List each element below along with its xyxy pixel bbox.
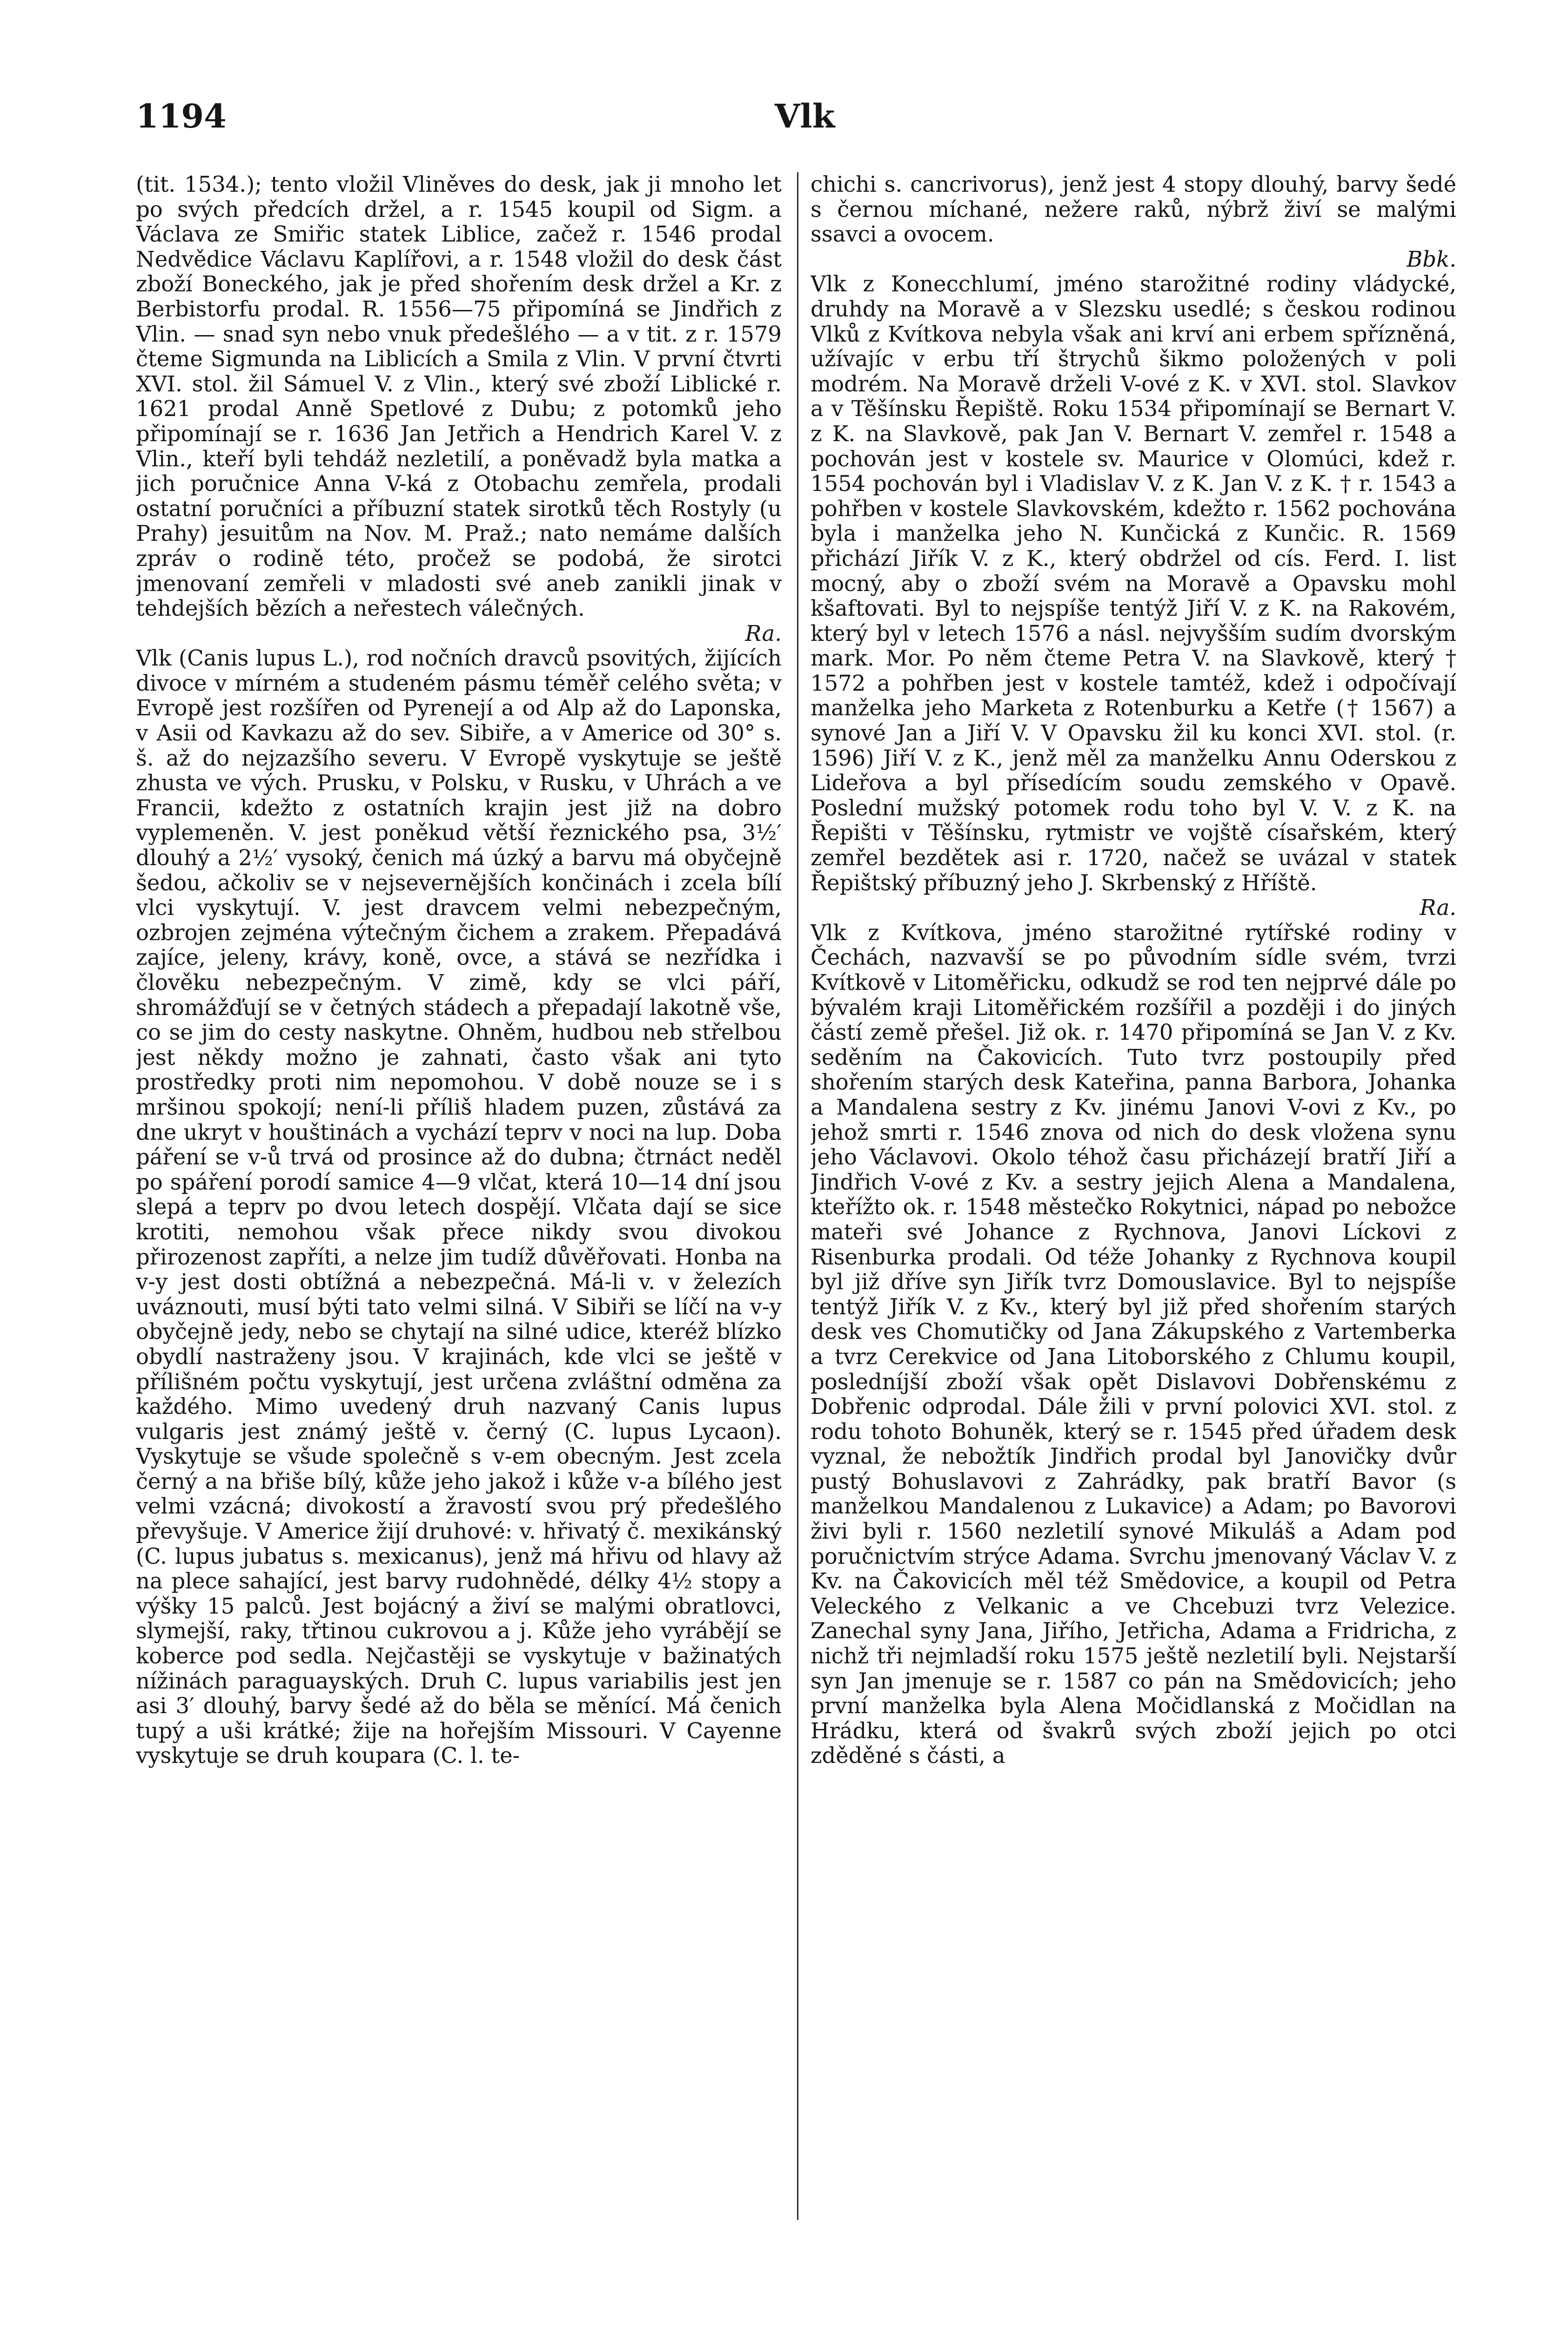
column-divider bbox=[797, 172, 798, 2220]
page-number: 1194 bbox=[136, 97, 227, 135]
running-head: Vlk bbox=[775, 97, 835, 135]
left-column bbox=[136, 172, 782, 2220]
right-column bbox=[811, 172, 1456, 2220]
entry-paragraph: Vlk z Konecchlumí, jméno starožitné rodiny vládycké, druhdy na Moravě a v Slezsku usedlé; s českou rodinou Vlků z Kvítkova nebyla však ani krví ani erbem spřízněná, užívajíc v erbu tří štrychů šikmo položených v poli modrém. Na Moravě drželi V-ové z K. v XVI. stol. Slavkov a v Těšínsku Řepiště. Roku 1534 připomínají se Bernart V. z K. na Slavkově, pak Jan V. Bernart V. zemřel r. 1548 a pochován jest v kostele sv. Maurice v Olomúci, kdež r. 1554 pochován byl i Vladislav V. z K. Jan V. z K. † r. 1543 a pohřben v kostele Slavkovském, kdežto r. 1562 pochována byla i manželka jeho N. Kunčická z Kunčic. R. 1569 přichází Jiřík V. z K., který obdržel od cís. Ferd. I. list mocný, aby o zboží svém na Moravě a Opavsku mohl kšaftovati. Byl to nejspíše tentýž Jiří V. z K. na Rakovém, který byl v letech 1576 a násl. nejvyšším sudím dvorským mark. Mor. Po něm čteme Petra V. na Slavkově, který † 1572 a pohřben jest v kostele tamtéž, kdež i odpočívají manželka jeho Marketa z Rotenburku a Ketře († 1567) a synové Jan a Jiří V. V Opavsku žil ku konci XVI. stol. (r. 1596) Jiří V. z K., jenž měl za manželku Annu Oderskou z Lideřova a byl přísedícím soudu zemského v Opavě. Poslední mužský potomek rodu toho byl V. V. z K. na Řepišti v Těšínsku, rytmistr ve vojště císařském, který zemřel bezdětek asi r. 1720, načež se uvázal v statek Řepištský příbuzný jeho J. Skrbenský z Hříště. bbox=[811, 271, 1456, 895]
author-signature: Ra. bbox=[745, 620, 782, 646]
entry-paragraph: (tit. 1534.); tento vložil Vliněves do desk, jak ji mnoho let po svých předcích držel, a r. 1545 koupil od Sigm. a Václava ze Smiřic statek Liblice, začež r. 1546 prodal Nedvědice Václavu Kaplířovi, a r. 1548 vložil do desk část zboží Boneckého, jak je před shořením desk držel a Kr. z Berbistorfu prodal. R. 1556—75 připomíná se Jindřich z Vlin. — snad syn nebo vnuk předešlého — a v tit. z r. 1579 čteme Sigmunda na Liblicích a Smila z Vlin. V první čtvrti XVI. stol. žil Sámuel V. z Vlin., který své zboží Liblické r. 1621 prodal Anně Spetlové z Dubu; z potomků jeho připomínají se r. 1636 Jan Jetřich a Hendrich Karel V. z Vlin., kteří byli tehdáž nezletilí, a poněvadž byla matka a jich poručnice Anna V-ká z Otobachu zemřela, prodali ostatní poručníci a příbuzní statek sirotků těch Rostyly (u Prahy) jesuitům na Nov. M. Praž.; nato nemáme dalších zpráv o rodině této, pročež se podobá, že sirotci jmenovaní zemřeli v mladosti své aneb zanikli jinak v tehdejších bězích a neřestech válečných. bbox=[136, 172, 782, 621]
author-signature: Bbk. bbox=[1407, 246, 1456, 272]
entry-paragraph: chichi s. cancrivorus), jenž jest 4 stopy dlouhý, barvy šedé s černou míchané, nežere raků, nýbrž živí se malými ssavci a ovocem. bbox=[811, 172, 1456, 247]
entry-paragraph: Vlk (Canis lupus L.), rod nočních dravců psovitých, žijících divoce v mírném a studeném pásmu téměř celého světa; v Evropě jest rozšířen od Pyrenejí a od Alp až do Laponska, v Asii od Kavkazu až do sev. Sibiře, a v Americe od 30° s. š. až do nejzazšího severu. V Evropě vyskytuje se ještě zhusta ve vých. Prusku, v Polsku, v Rusku, v Uhrách a ve Francii, kdežto z ostatních krajin jest již na dobro vyplemeněn. V. jest poněkud větší řeznického psa, 3½′ dlouhý a 2½′ vysoký, čenich má úzký a barvu má obyčejně šedou, ačkoliv se v nejsevernějších končinách i zcela bílí vlci vyskytují. V. jest dravcem velmi nebezpečným, ozbrojen zejména výtečným čichem a zrakem. Přepadává zajíce, jeleny, krávy, koně, ovce, a stává se nezřídka i člověku nebezpečným. V zimě, kdy se vlci páří, shromážďují se v četných stádech a přepadají lakotně vše, co se jim do cesty naskytne. Ohněm, hudbou neb střelbou jest někdy možno je zahnati, často však ani tyto prostředky proti nim nepomohou. V době nouze se i s mršinou spokojí; není-li příliš hladem puzen, zůstává za dne ukryt v houštinách a vychází teprv v noci na lup. Doba páření se v-ů trvá od prosince až do dubna; čtrnáct neděl po spáření porodí samice 4—9 vlčat, která 10—14 dní jsou slepá a teprv po dvou letech dospějí. Vlčata dají se sice krotiti, nemohou však přece nikdy svou divokou přirozenost zapříti, a nelze jim tudíž důvěřovati. Honba na v-y jest dosti obtížná a nebezpečná. Má-li v. v železích uváznouti, musí býti tato velmi silná. V Sibiři se líčí na v-y obyčejně jedy, nebo se chytají na silné udice, kteréž blízko obydlí nastraženy jsou. V krajinách, kde vlci se ještě v přílišném počtu vyskytují, jest určena zvláštní odměna za každého. Mimo uvedený druh nazvaný Canis lupus vulgaris jest známý ještě v. černý (C. lupus Lycaon). Vyskytuje se všude společně s v-em obecným. Jest zcela černý a na břiše bílý, kůže jeho jakož i kůže v-a bílého jest velmi vzácná; divokostí a žravostí svou prý předešlého převyšuje. V Americe žijí druhové: v. hřivatý č. mexikánský (C. lupus jubatus s. mexicanus), jenž má hřivu od hlavy až na plece sahající, jest barvy rudohnědé, délky 4½ stopy a výšky 15 palců. Jest bojácný a živí se malými obratlovci, slymejší, raky, třtinou cukrovou a j. Kůže jeho vyrábějí se koberce pod sedla. Nejčastěji se vyskytuje v bažinatých nížinách paraguayských. Druh C. lupus variabilis jest jen asi 3′ dlouhý, barvy šedé až do běla se měnící. Má čenich tupý a uši krátké; žije na hořejším Missouri. V Cayenne vyskytuje se druh koupara (C. l. te- bbox=[136, 646, 782, 1769]
author-signature: Ra. bbox=[1420, 895, 1456, 921]
entry-paragraph: Vlk z Kvítkova, jméno starožitné rytířské rodiny v Čechách, nazvavší se po původním sídle svém, tvrzi Kvítkově v Litoměřicku, odkudž se rod ten nejprvé dále po bývalém kraji Litoměřickém rozšířil a později i do jiných částí země přešel. Již ok. r. 1470 připomíná se Jan V. z Kv. seděním na Čakovicích. Tuto tvrz postoupily před shořením starých desk Kateřina, panna Barbora, Johanka a Mandalena sestry z Kv. jinému Janovi V-ovi z Kv., po jehož smrti r. 1546 znova od nich do desk vložena synu jeho Václavovi. Okolo téhož času přicházejí bratří Jiří a Jindřich V-ové z Kv. a sestry jejich Alena a Mandalena, kteřížto ok. r. 1548 městečko Rokytnici, nápad po nebožce mateři své Johance z Rychnova, Janovi Líckovi z Risenburka prodali. Od téže Johanky z Rychnova koupil byl již dříve syn Jiřík tvrz Domouslavice. Byl to nejspíše tentýž Jiřík V. z Kv., který byl již před shořením starých desk ves Chomutičky od Jana Zákupského z Vartemberka a tvrz Cerekvice od Jana Litoborského z Chlumu koupil, posledníjší zboží však opět Dislavovi Dobřenskému z Dobřenic odprodal. Dále žili v první polovici XVI. stol. z rodu tohoto Bohuněk, který se r. 1545 před úřadem desk vyznal, že nebožtík Jindřich prodal byl Janovičky dvůr pustý Bohuslavovi z Zahrádky, pak bratří Bavor (s manželkou Mandalenou z Lukavice) a Adam; po Bavorovi živi byli r. 1560 nezletilí synové Mikuláš a Adam pod poručnictvím strýce Adama. Svrchu jmenovaný Václav V. z Kv. na Čakovicích měl též Smědovice, a koupil od Petra Veleckého z Velkanic a ve Chcebuzi tvrz Velezice. Zanechal syny Jana, Jiřího, Jetřicha, Adama a Fridricha, z nichž tři nejmladší roku 1575 ještě nezletilí byli. Nejstarší syn Jan jmenuje se r. 1587 co pán na Smědovicích; jeho první manželka byla Alena Močidlanská z Močidlan na Hrádku, která od švakrů svých zboží jejich po otci zděděné s části, a bbox=[811, 920, 1456, 1769]
